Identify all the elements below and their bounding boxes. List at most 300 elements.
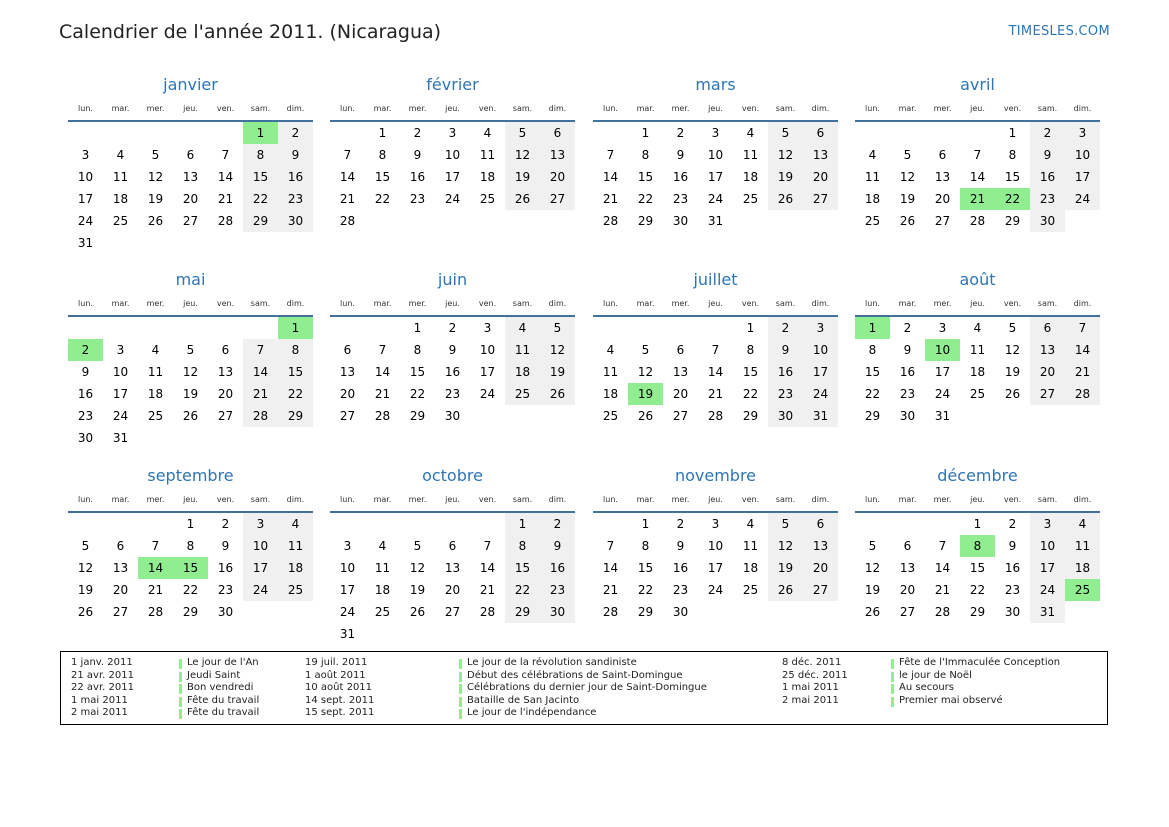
week-row — [593, 339, 838, 361]
legend-date: 8 déc. 2011 — [782, 657, 842, 668]
day-cell: 16 — [768, 361, 803, 383]
day-cell: 13 — [672, 365, 689, 379]
weekday-label: ven. — [1003, 495, 1022, 504]
weekday-label: lun. — [340, 299, 355, 308]
weekday-label: ven. — [741, 104, 760, 113]
weekday-label: mer. — [671, 104, 690, 113]
day-cell: 3 — [803, 317, 838, 339]
weekday-label: mer. — [408, 299, 427, 308]
day-cell: 10 — [243, 535, 278, 557]
day-cell: 5 — [1008, 321, 1017, 335]
legend-date: 10 août 2011 — [305, 682, 373, 693]
day-cell: 22 — [637, 583, 654, 597]
empty-cell — [855, 122, 890, 144]
day-cell: 29 — [969, 605, 986, 619]
legend-date: 25 déc. 2011 — [782, 669, 848, 681]
day-cell: 27 — [444, 605, 461, 619]
weekday-label: mer. — [146, 299, 165, 308]
day-cell: 20 — [1030, 361, 1065, 383]
week-row — [68, 361, 313, 383]
day-cell: 15 — [742, 365, 759, 379]
day-cell: 7 — [483, 539, 492, 553]
legend-col2-names — [467, 657, 707, 720]
empty-cell — [890, 513, 925, 535]
day-cell: 24 — [243, 579, 278, 601]
empty-cell — [470, 405, 505, 427]
day-cell: 4 — [483, 126, 492, 140]
weekday-label: mer. — [933, 299, 952, 308]
week-row — [593, 513, 838, 535]
empty-cell — [768, 210, 803, 232]
weekday-label: jeu. — [445, 495, 460, 504]
day-cell: 25 — [147, 409, 164, 423]
weekday-label: ven. — [478, 495, 497, 504]
day-cell: 2 — [278, 122, 313, 144]
day-cell: 10 — [803, 339, 838, 361]
day-cell: 1 — [378, 126, 387, 140]
day-cell: 12 — [147, 170, 164, 184]
week-row — [855, 579, 1100, 601]
day-cell: 6 — [343, 343, 352, 357]
weekday-label: sam. — [250, 299, 271, 308]
day-cell: 16 — [672, 561, 689, 575]
weekday-label: mer. — [408, 104, 427, 113]
week-row — [330, 579, 575, 601]
day-cell: 17 — [112, 387, 129, 401]
empty-cell — [365, 623, 400, 645]
day-cell: 19 — [182, 387, 199, 401]
day-cell: 9 — [221, 539, 230, 553]
empty-cell — [435, 623, 470, 645]
day-cell: 8 — [243, 144, 278, 166]
day-cell: 30 — [444, 409, 461, 423]
weekday-label: mar. — [898, 495, 917, 504]
legend-holiday-name: Fête du travail — [187, 707, 260, 718]
empty-cell — [505, 210, 540, 232]
day-cell: 6 — [116, 539, 125, 553]
day-cell: 10 — [77, 170, 94, 184]
day-cell: 28 — [217, 214, 234, 228]
legend-col2-dates — [305, 657, 374, 720]
day-cell: 6 — [448, 539, 457, 553]
week-row — [68, 405, 313, 427]
week-row — [593, 188, 838, 210]
day-cell: 4 — [151, 343, 160, 357]
week-row — [593, 579, 838, 601]
week-row — [593, 383, 838, 405]
weekday-header — [330, 295, 575, 317]
empty-cell — [278, 427, 313, 449]
day-cell: 30 — [672, 214, 689, 228]
month-name: décembre — [937, 466, 1018, 485]
day-cell: 31 — [1030, 601, 1065, 623]
day-cell: 19 — [1004, 365, 1021, 379]
day-cell: 24 — [1030, 579, 1065, 601]
day-cell: 10 — [707, 148, 724, 162]
empty-cell — [995, 405, 1030, 427]
week-row — [593, 122, 838, 144]
legend-holiday-name: le jour de Noël — [899, 669, 972, 681]
week-row — [330, 405, 575, 427]
day-cell: 30 — [77, 431, 94, 445]
week-row — [330, 188, 575, 210]
day-cell: 12 — [768, 535, 803, 557]
day-cell: 19 — [768, 557, 803, 579]
legend-date: 2 mai 2011 — [71, 707, 128, 718]
week-row — [593, 361, 838, 383]
day-cell: 8 — [413, 343, 422, 357]
day-cell: 7 — [606, 148, 615, 162]
week-row — [68, 317, 313, 339]
weekday-label: lun. — [78, 104, 93, 113]
page-title: Calendrier de l'année 2011. (Nicaragua) — [59, 21, 442, 43]
weekday-label: sam. — [250, 495, 271, 504]
day-cell: 16 — [278, 166, 313, 188]
day-cell: 28 — [934, 605, 951, 619]
week-row — [855, 166, 1100, 188]
week-row — [68, 427, 313, 449]
day-cell: 30 — [768, 405, 803, 427]
holiday-marker — [459, 684, 462, 694]
weekday-label: jeu. — [183, 299, 198, 308]
day-cell: 15 — [243, 166, 278, 188]
weekday-label: mar. — [373, 495, 392, 504]
week-row — [855, 122, 1100, 144]
week-row — [330, 361, 575, 383]
day-cell: 16 — [217, 561, 234, 575]
legend-holiday-name: Célébrations du dernier jour de Saint-Domingue — [467, 682, 707, 693]
week-row — [330, 535, 575, 557]
holiday-marker — [891, 697, 894, 707]
day-cell: 12 — [1004, 343, 1021, 357]
day-cell: 17 — [243, 557, 278, 579]
week-row — [855, 339, 1100, 361]
day-cell: 2 — [903, 321, 912, 335]
day-cell: 23 — [672, 583, 689, 597]
day-cell: 23 — [1004, 583, 1021, 597]
day-cell: 10 — [1065, 144, 1100, 166]
day-cell: 26 — [637, 409, 654, 423]
day-cell: 14 — [217, 170, 234, 184]
day-cell: 14 — [243, 361, 278, 383]
holiday-marker — [459, 659, 462, 669]
legend-col3-names — [899, 657, 1060, 707]
week-row — [855, 317, 1100, 339]
weekday-label: mar. — [636, 495, 655, 504]
day-cell: 21 — [602, 192, 619, 206]
day-cell: 24 — [707, 583, 724, 597]
empty-cell — [505, 405, 540, 427]
weekday-label: lun. — [340, 495, 355, 504]
day-cell: 11 — [505, 339, 540, 361]
holiday-marker — [179, 684, 182, 694]
day-cell: 19 — [505, 166, 540, 188]
weekday-label: ven. — [478, 104, 497, 113]
day-cell: 25 — [742, 192, 759, 206]
day-cell: 12 — [768, 144, 803, 166]
weekday-label: dim. — [548, 495, 567, 504]
holiday-marker — [891, 659, 894, 669]
day-cell: 20 — [112, 583, 129, 597]
legend-date: 22 avr. 2011 — [71, 682, 134, 693]
week-row — [593, 166, 838, 188]
empty-cell — [243, 427, 278, 449]
legend-date: 1 août 2011 — [305, 669, 366, 681]
day-cell: 23 — [217, 583, 234, 597]
weekday-header — [855, 100, 1100, 122]
day-cell: 8 — [1008, 148, 1017, 162]
holiday-day-cell: 21 — [960, 188, 995, 210]
weekday-label: jeu. — [183, 495, 198, 504]
holiday-day-cell: 22 — [995, 188, 1030, 210]
day-cell: 7 — [151, 539, 160, 553]
month-name: mars — [695, 75, 736, 94]
day-cell: 2 — [676, 517, 685, 531]
day-cell: 2 — [413, 126, 422, 140]
day-cell: 23 — [768, 383, 803, 405]
legend-holiday-name: Le jour de l'An — [187, 657, 259, 668]
day-cell: 20 — [934, 192, 951, 206]
day-cell: 28 — [707, 409, 724, 423]
week-row — [68, 144, 313, 166]
day-cell: 6 — [1030, 317, 1065, 339]
empty-cell — [698, 601, 733, 623]
day-cell: 14 — [969, 170, 986, 184]
day-cell: 16 — [1030, 166, 1065, 188]
month-calendar — [855, 461, 1100, 623]
day-cell: 31 — [112, 431, 129, 445]
day-cell: 30 — [278, 210, 313, 232]
day-cell: 21 — [147, 583, 164, 597]
weekday-label: jeu. — [970, 495, 985, 504]
day-cell: 19 — [540, 361, 575, 383]
day-cell: 4 — [606, 343, 615, 357]
day-cell: 26 — [182, 409, 199, 423]
day-cell: 30 — [217, 605, 234, 619]
empty-cell — [593, 513, 628, 535]
month-name: novembre — [674, 466, 757, 485]
empty-cell — [330, 513, 365, 535]
day-cell: 26 — [899, 214, 916, 228]
day-cell: 18 — [1065, 557, 1100, 579]
day-cell: 6 — [803, 513, 838, 535]
empty-cell — [173, 427, 208, 449]
day-cell: 2 — [1030, 122, 1065, 144]
week-row — [68, 339, 313, 361]
weekday-label: jeu. — [970, 104, 985, 113]
day-cell: 2 — [768, 317, 803, 339]
day-cell: 10 — [1030, 535, 1065, 557]
day-cell: 9 — [1030, 144, 1065, 166]
day-cell: 12 — [864, 561, 881, 575]
day-cell: 8 — [641, 539, 650, 553]
weekday-label: sam. — [512, 495, 533, 504]
empty-cell — [68, 317, 103, 339]
day-cell: 8 — [746, 343, 755, 357]
empty-cell — [1065, 210, 1100, 232]
weekday-label: jeu. — [445, 104, 460, 113]
day-cell: 31 — [707, 214, 724, 228]
day-cell: 28 — [602, 605, 619, 619]
day-cell: 17 — [707, 170, 724, 184]
weekday-label: lun. — [78, 495, 93, 504]
day-cell: 11 — [969, 343, 986, 357]
day-cell: 11 — [278, 535, 313, 557]
day-cell: 27 — [672, 409, 689, 423]
day-cell: 12 — [505, 144, 540, 166]
day-cell: 11 — [742, 148, 759, 162]
weekday-label: mar. — [111, 495, 130, 504]
day-cell: 1 — [641, 517, 650, 531]
day-cell: 2 — [448, 321, 457, 335]
empty-cell — [173, 232, 208, 254]
holiday-marker — [179, 672, 182, 682]
week-row — [593, 535, 838, 557]
empty-cell — [803, 601, 838, 623]
day-cell: 21 — [217, 192, 234, 206]
day-cell: 25 — [742, 583, 759, 597]
weekday-label: sam. — [1037, 104, 1058, 113]
day-cell: 21 — [934, 583, 951, 597]
day-cell: 5 — [768, 122, 803, 144]
empty-cell — [400, 623, 435, 645]
legend-col2-markers — [459, 659, 462, 722]
weekday-label: sam. — [512, 299, 533, 308]
day-cell: 13 — [1030, 339, 1065, 361]
day-cell: 27 — [339, 409, 356, 423]
day-cell: 1 — [746, 321, 755, 335]
day-cell: 11 — [112, 170, 129, 184]
day-cell: 7 — [973, 148, 982, 162]
legend-date: 15 sept. 2011 — [305, 707, 375, 718]
day-cell: 3 — [711, 517, 720, 531]
empty-cell — [243, 232, 278, 254]
weekday-label: jeu. — [183, 104, 198, 113]
day-cell: 20 — [803, 166, 838, 188]
day-cell: 28 — [243, 405, 278, 427]
day-cell: 13 — [339, 365, 356, 379]
day-cell: 15 — [278, 361, 313, 383]
empty-cell — [173, 317, 208, 339]
weekday-label: mar. — [898, 104, 917, 113]
legend-col1-names — [187, 657, 259, 720]
site-link[interactable]: TIMESLES.COM — [1008, 24, 1110, 39]
day-cell: 27 — [112, 605, 129, 619]
day-cell: 29 — [864, 409, 881, 423]
day-cell: 22 — [278, 383, 313, 405]
day-cell: 12 — [637, 365, 654, 379]
weekday-label: dim. — [1073, 495, 1092, 504]
day-cell: 26 — [768, 579, 803, 601]
month-name: avril — [960, 75, 995, 94]
legend-holiday-name: Début des célébrations de Saint-Domingue — [467, 669, 683, 681]
week-row — [855, 210, 1100, 232]
day-cell: 23 — [278, 188, 313, 210]
empty-cell — [103, 513, 138, 535]
holiday-marker — [891, 672, 894, 682]
empty-cell — [103, 232, 138, 254]
week-row — [593, 210, 838, 232]
weekday-header — [855, 491, 1100, 513]
day-cell: 15 — [505, 557, 540, 579]
day-cell: 20 — [540, 166, 575, 188]
weekday-header — [593, 295, 838, 317]
day-cell: 1 — [186, 517, 195, 531]
weekday-label: jeu. — [970, 299, 985, 308]
week-row — [68, 513, 313, 535]
day-cell: 28 — [602, 214, 619, 228]
month-calendar — [855, 70, 1100, 232]
day-cell: 9 — [81, 365, 90, 379]
week-row — [330, 601, 575, 623]
empty-cell — [243, 601, 278, 623]
week-row — [68, 535, 313, 557]
day-cell: 8 — [378, 148, 387, 162]
day-cell: 24 — [803, 383, 838, 405]
day-cell: 28 — [339, 214, 356, 228]
day-cell: 18 — [374, 583, 391, 597]
weekday-label: dim. — [548, 104, 567, 113]
holiday-day-cell: 1 — [278, 317, 313, 339]
day-cell: 2 — [676, 126, 685, 140]
day-cell: 27 — [182, 214, 199, 228]
day-cell: 21 — [243, 383, 278, 405]
day-cell: 12 — [899, 170, 916, 184]
day-cell: 15 — [374, 170, 391, 184]
day-cell: 3 — [1030, 513, 1065, 535]
holiday-day-cell: 15 — [173, 557, 208, 579]
day-cell: 10 — [112, 365, 129, 379]
week-row — [855, 383, 1100, 405]
day-cell: 28 — [969, 214, 986, 228]
day-cell: 19 — [147, 192, 164, 206]
day-cell: 6 — [676, 343, 685, 357]
day-cell: 25 — [864, 214, 881, 228]
day-cell: 30 — [672, 605, 689, 619]
week-row — [855, 144, 1100, 166]
day-cell: 3 — [243, 513, 278, 535]
day-cell: 20 — [803, 557, 838, 579]
day-cell: 16 — [899, 365, 916, 379]
day-cell: 5 — [413, 539, 422, 553]
day-cell: 12 — [182, 365, 199, 379]
day-cell: 14 — [479, 561, 496, 575]
holiday-day-cell: 10 — [925, 339, 960, 361]
day-cell: 8 — [868, 343, 877, 357]
day-cell: 2 — [540, 513, 575, 535]
day-cell: 20 — [899, 583, 916, 597]
legend-holiday-name: Premier mai observé — [899, 694, 1003, 706]
day-cell: 10 — [444, 148, 461, 162]
day-cell: 15 — [637, 170, 654, 184]
day-cell: 11 — [479, 148, 496, 162]
empty-cell — [208, 317, 243, 339]
day-cell: 7 — [711, 343, 720, 357]
month-calendar — [68, 265, 313, 449]
legend-date: 14 sept. 2011 — [305, 694, 375, 706]
day-cell: 26 — [768, 188, 803, 210]
day-cell: 25 — [278, 579, 313, 601]
day-cell: 5 — [151, 148, 160, 162]
weekday-label: dim. — [811, 495, 830, 504]
empty-cell — [208, 122, 243, 144]
day-cell: 23 — [540, 579, 575, 601]
week-row — [68, 601, 313, 623]
empty-cell — [365, 317, 400, 339]
day-cell: 28 — [479, 605, 496, 619]
empty-cell — [733, 210, 768, 232]
day-cell: 16 — [409, 170, 426, 184]
